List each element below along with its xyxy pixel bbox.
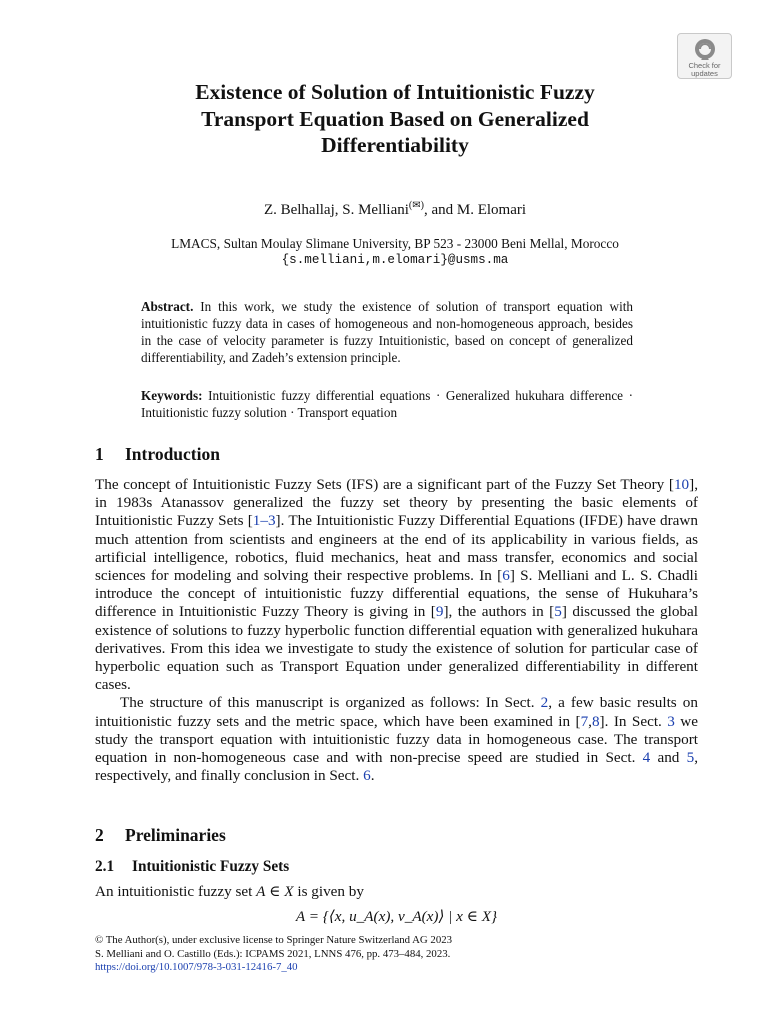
copyright-footer: [95, 934, 452, 975]
proceedings-line: S. Melliani and O. Castillo (Eds.): ICPAMS 2021, LNNS 476, pp. 473–484, 2023.: [95, 947, 451, 960]
section-link[interactable]: 5: [686, 749, 695, 767]
author-emails: {s.melliani,m.elomari}@usms.ma: [281, 253, 509, 267]
prelim-text: An intuitionistic fuzzy set: [95, 883, 257, 900]
abstract: [141, 298, 633, 366]
citation-link[interactable]: 8: [591, 712, 600, 730]
intro-text: we study the transport equation with intuitionistic fuzzy data in homogeneous case. The transport equation in non-homogeneous case and with non-precise speed are studied in Sect.: [95, 712, 699, 767]
abstract-text: In this work, we study the existence of solution of transport equation with intuitionistic fuzzy data in cases of homogeneous and non-homogeneous approach, besides in the case of velocity parameter is fuzzy Intuitionistic, based on concept of generalized differentiability, and Zadeh’s extension principle.: [141, 299, 633, 365]
citation-link[interactable]: 5: [554, 603, 562, 621]
section-heading-preliminaries: [95, 825, 226, 845]
copyright-line: © The Author(s), under exclusive license to Springer Nature Switzerland AG 2023: [95, 934, 453, 946]
citation-link[interactable]: 1–3: [252, 512, 276, 530]
intro-paragraph-2: [95, 694, 698, 785]
intro-text: ,: [588, 712, 592, 730]
math-symbol: ∈: [265, 883, 285, 900]
section-number: 1: [95, 444, 104, 464]
intro-paragraph-1: [95, 476, 698, 694]
section-heading-introduction: [95, 444, 220, 464]
intro-text: ], the authors in [: [443, 603, 555, 621]
intro-text: ]. In Sect.: [599, 712, 668, 730]
math-variable: A: [256, 883, 266, 900]
check-for-updates-badge[interactable]: [677, 33, 732, 79]
authors-first: Z. Belhallaj, S. Melliani: [263, 202, 409, 218]
title-line-2: Transport Equation Based on Generalized: [201, 106, 589, 131]
paper-title: [100, 79, 690, 159]
subsection-title: Intuitionistic Fuzzy Sets: [132, 858, 290, 875]
intro-text: The concept of Intuitionistic Fuzzy Sets (IFS) are a significant part of the Fuzzy Set Theory [: [95, 476, 674, 493]
intro-text: ], in 1983s Atanassov generalized the fuzzy set theory by presenting the basic elements of Intuitionistic Fuzzy Sets [: [95, 476, 698, 530]
intro-text: The structure of this manuscript is organized as follows: In Sect.: [120, 694, 541, 712]
math-variable: X: [284, 883, 294, 900]
title-line-3: Differentiability: [321, 133, 469, 157]
section-link[interactable]: 4: [642, 749, 651, 767]
citation-link[interactable]: 6: [502, 567, 510, 585]
subsection-heading-intuitionistic-fuzzy-sets: [95, 858, 289, 876]
citation-link[interactable]: 9: [435, 603, 444, 621]
subsection-number: 2.1: [95, 858, 115, 875]
affiliation-line: LMACS, Sultan Moulay Slimane University, BP 523 - 23000 Beni Mellal, Morocco: [171, 236, 619, 251]
intro-text: ]. The Intuitionistic Fuzzy Differential Equations (IFDE) have drawn much attention from scientists and engineers at the end of its applicability in various fields, as artificial intelligence, robotics, fluid mechanics, heat and mass transfer, economics and social sciences for modeling and solving their respective problems. In [: [95, 512, 698, 585]
introduction-body: [95, 476, 698, 785]
section-link[interactable]: 2: [540, 694, 549, 712]
intro-text: , a few basic results on intuitionistic fuzzy sets and the metric space, which have been examined in [: [95, 694, 698, 730]
prelim-text: is given by: [293, 883, 364, 900]
badge-line-2: updates: [691, 69, 718, 78]
intro-text: ] S. Melliani and L. S. Chadli introduce the concept of intuitionistic fuzzy differential equations, the sense of Hukuhara’s difference in Intuitionistic Fuzzy Theory is giving in [: [95, 567, 698, 621]
citation-link[interactable]: 10: [673, 476, 690, 493]
title-line-1: Existence of Solution of Intuitionistic Fuzzy: [195, 80, 595, 104]
check-for-updates-icon: [692, 38, 718, 62]
intro-text: .: [370, 767, 375, 785]
section-link[interactable]: 6: [363, 767, 371, 785]
citation-link[interactable]: 7: [580, 712, 589, 730]
intro-text: , respectively, and finally conclusion in Sect.: [95, 749, 698, 785]
authors-last: , and M. Elomari: [423, 202, 527, 218]
keywords-text: Intuitionistic fuzzy differential equations · Generalized hukuhara difference · Intuitionistic fuzzy solution · Transport equation: [141, 388, 633, 420]
affiliation-block: [90, 235, 700, 269]
doi-link[interactable]: https://doi.org/10.1007/978-3-031-12416-7_40: [95, 961, 298, 973]
intro-text: ] discussed the global existence of solutions to fuzzy hyperbolic function differential equation with generalized hukuhara derivatives. From this idea we investigate to study the existence of solution for particular case of hyperbolic equation such as Transport Equation under generalized differentiability in different cases.: [95, 603, 698, 694]
section-number: 2: [95, 825, 104, 845]
intro-text: and: [650, 749, 687, 767]
section-link[interactable]: 3: [667, 712, 675, 730]
author-list: [90, 201, 700, 219]
badge-line-1: Check for: [688, 61, 721, 70]
keywords: [141, 387, 633, 421]
abstract-label: Abstract.: [141, 299, 194, 314]
preliminaries-intro-sentence: [95, 883, 698, 901]
section-title: Introduction: [125, 444, 220, 464]
corresponding-author-mark: (✉): [408, 200, 424, 211]
keywords-label: Keywords:: [141, 388, 203, 403]
ifs-definition-formula: A = {⟨x, u_A(x), v_A(x)⟩ | x ∈ X}: [295, 908, 498, 925]
section-title: Preliminaries: [125, 825, 226, 845]
